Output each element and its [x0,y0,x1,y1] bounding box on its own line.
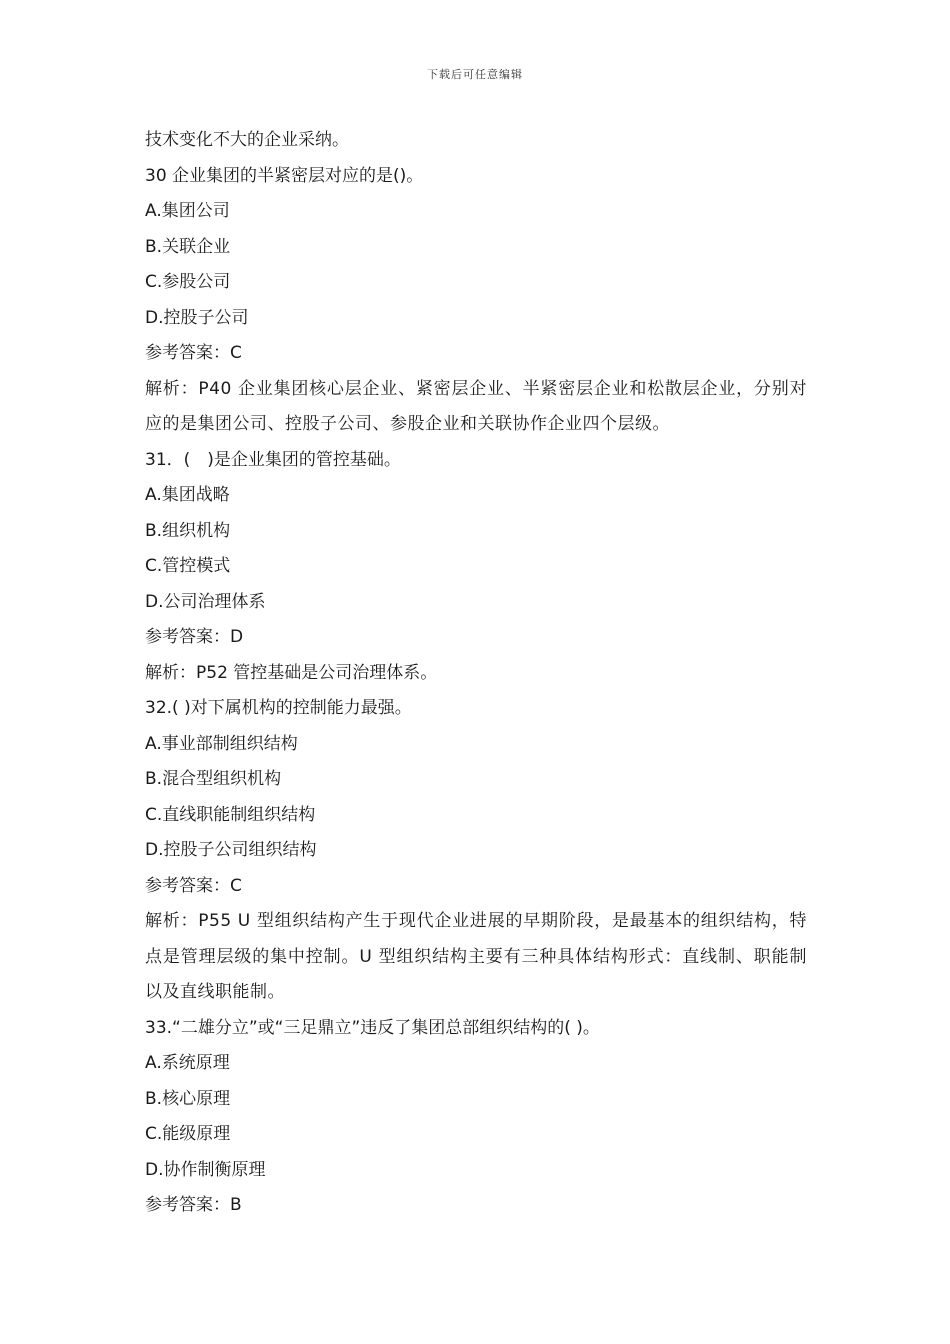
option-b: B.核心原理 [145,1088,231,1109]
option-d: D.控股子公司组织结构 [145,840,317,860]
option-c: C.直线职能制组织结构 [145,804,316,825]
document-body [145,123,807,1224]
option-c: C.参股公司 [145,272,231,292]
option-c: C.管控模式 [145,556,231,576]
option-c: C.能级原理 [145,1124,231,1144]
page-header: 下载后可任意编辑 [427,68,523,81]
explanation-line: 解析：P52 管控基础是公司治理体系。 [145,662,438,683]
option-b: B.混合型组织机构 [145,769,282,789]
explanation-paragraph: 解析：P55 U 型组织结构产生于现代企业进展的早期阶段，是最基本的组织结构，特点是管理层级的集中控制。U 型组织结构主要有三种具体结构形式：直线制、职能制以及直线职能制。 [145,911,807,1002]
option-d: D.控股子公司 [145,307,249,328]
question-text: 32.( )对下属机构的控制能力最强。 [145,698,412,718]
option-b: B.组织机构 [145,520,231,541]
option-b: B.关联企业 [145,236,231,257]
option-d: D.公司治理体系 [145,591,266,612]
explanation-paragraph: 解析：P40 企业集团核心层企业、紧密层企业、半紧密层企业和松散层企业，分别对应的是集团公司、控股子公司、参股企业和关联协作企业四个层级。 [145,378,807,434]
option-a: A.事业部制组织结构 [145,733,298,754]
option-a: A.系统原理 [145,1053,230,1073]
text-line: 技术变化不大的企业采纳。 [145,130,349,150]
question-text: 33.“二雄分立”或“三足鼎立”违反了集团总部组织结构的( )。 [145,1017,600,1038]
option-a: A.集团战略 [145,485,230,505]
answer-line: 参考答案：C [145,875,242,896]
option-a: A.集团公司 [145,201,230,221]
answer-line: 参考答案：B [145,1195,242,1215]
question-text: 31．( )是企业集团的管控基础。 [145,449,401,470]
option-d: D.协作制衡原理 [145,1159,266,1180]
question-text: 30 企业集团的半紧密层对应的是()。 [145,165,424,186]
answer-line: 参考答案：C [145,343,242,363]
answer-line: 参考答案：D [145,627,244,647]
